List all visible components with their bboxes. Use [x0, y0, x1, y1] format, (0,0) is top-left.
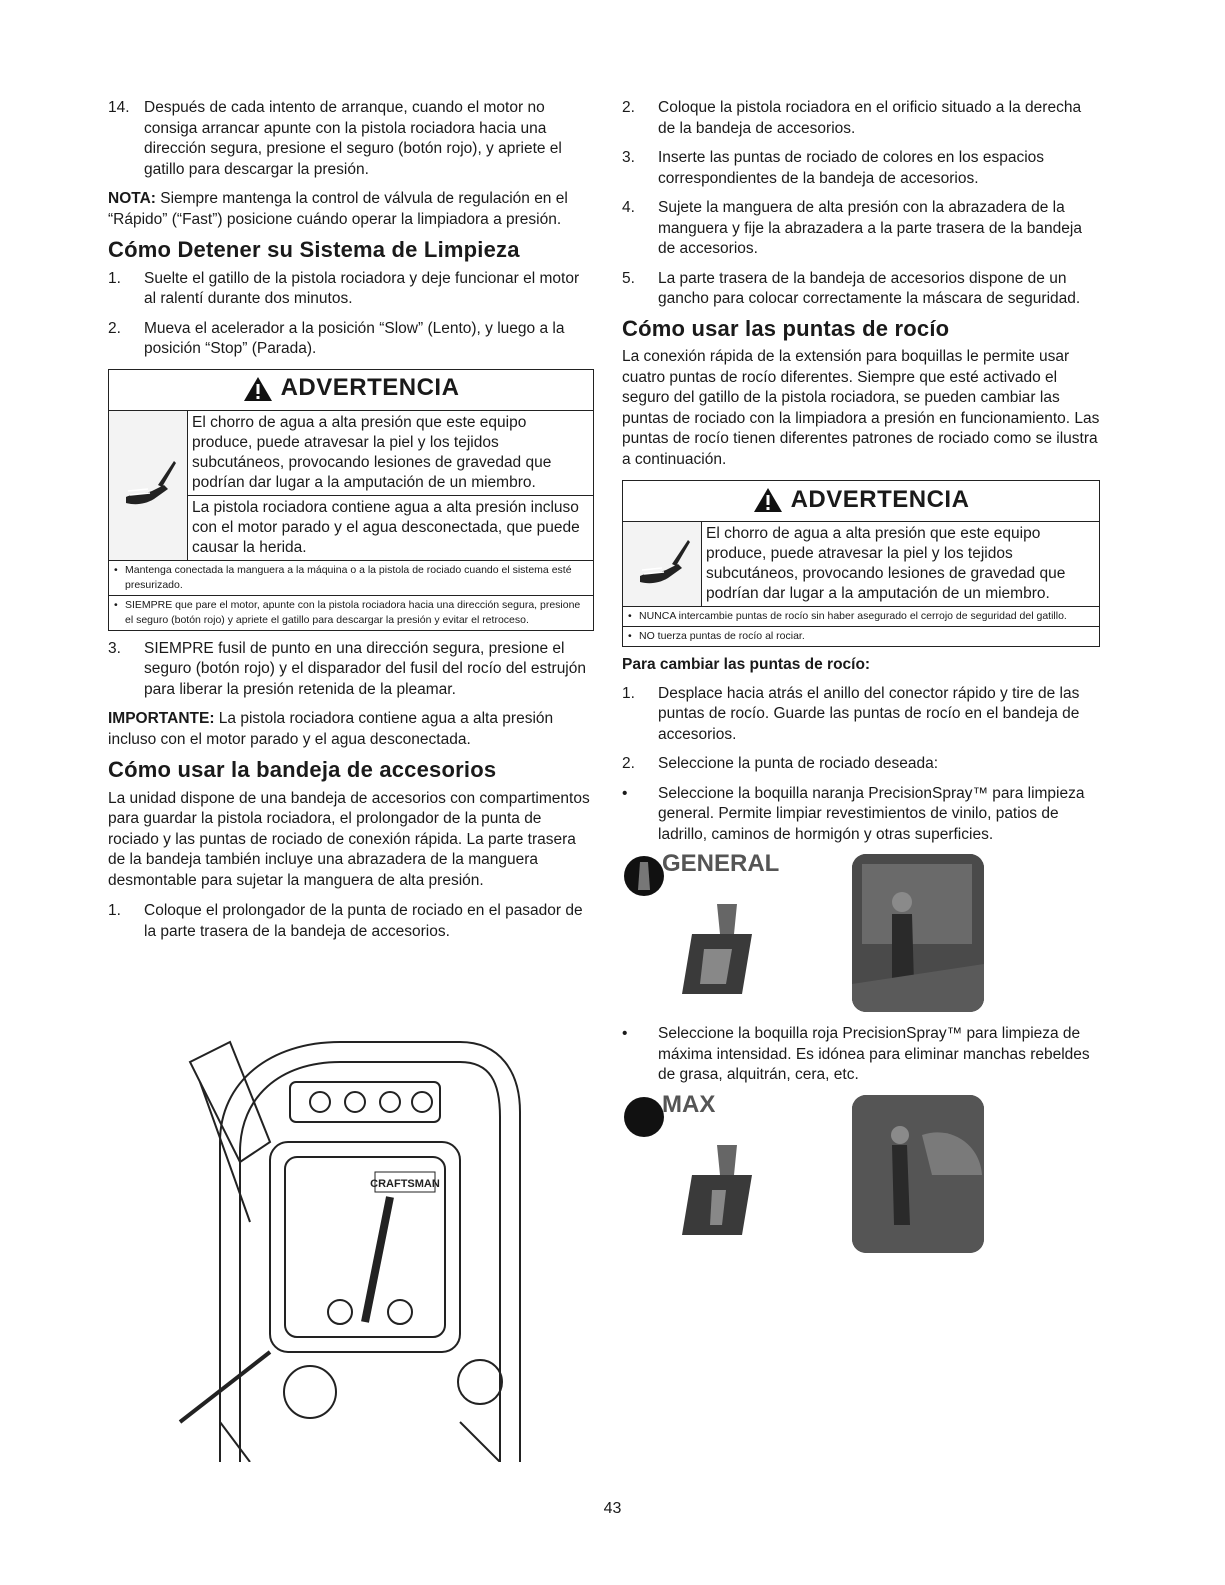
nozzle-max-row	[622, 1090, 1100, 1253]
list-item	[622, 754, 1100, 775]
note-paragraph	[108, 189, 594, 230]
warning-title	[623, 481, 1099, 522]
list-item	[622, 269, 1100, 310]
item-number: 4.	[622, 199, 635, 216]
item-text: Inserte las puntas de rociado de colores en los espacios correspondientes de la bandeja de accesorios.	[658, 149, 1045, 187]
item-text: Coloque la pistola rociadora en el orificio situado a la derecha de la bandeja de accesorios.	[658, 99, 1082, 137]
heading-spray-tips: Cómo usar las puntas de rocío	[622, 315, 950, 341]
nozzle-max	[622, 1090, 822, 1243]
bullet-item	[622, 784, 1100, 846]
list-item	[108, 98, 594, 180]
subheading-change-tips: Para cambiar las puntas de rocío:	[622, 656, 871, 673]
warning-text	[187, 411, 593, 560]
general-cleaning-photo	[852, 854, 984, 1012]
max-cleaning-photo	[852, 1095, 984, 1253]
warning-bullets	[623, 607, 1099, 646]
bullet-dot: •	[622, 784, 628, 802]
item-number: 5.	[622, 269, 635, 287]
item-text: Desplace hacia atrás el anillo del conector rápido y tire de las puntas de rocío. Guarde las puntas de rocío en el bandeja de accesorios.	[658, 684, 1080, 743]
item-text: Coloque el prolongador de la punta de rociado en el pasador de la parte trasera de la bandeja de accesorios.	[144, 902, 583, 940]
page-number: 43	[603, 1500, 622, 1517]
bullet-text: Seleccione la boquilla roja PrecisionSpray™ para limpieza de máxima intensidad. Es idónea para eliminar manchas rebeldes de grasa, alquitrán, cera, etc.	[658, 1025, 1090, 1083]
item-number: 2.	[622, 99, 635, 116]
bullet-dot: •	[622, 1025, 628, 1042]
warning-bullets	[109, 561, 593, 630]
item-number: 2.	[622, 755, 635, 772]
item-text: Mueva el acelerador a la posición “Slow” (Lento), y luego a la posición “Stop” (Parada).	[144, 319, 565, 357]
important-paragraph	[108, 709, 594, 750]
injection-hazard-icon	[109, 411, 187, 560]
list-item	[108, 319, 594, 360]
bullet-item	[622, 1024, 1100, 1086]
item-text: Suelte el gatillo de la pistola rociadora y deje funcionar el motor al ralentí durante dos minutos.	[144, 269, 580, 307]
warning-paragraph: La pistola rociadora contiene agua a alta presión incluso con el motor parado y el agua desconectada, que puede causar la herida.	[188, 495, 593, 560]
item-number: 2.	[108, 319, 121, 337]
item-text: SIEMPRE fusil de punto en una dirección segura, presione el seguro (botón rojo) y el disparador del fusil del rocío del estrujón para liberar la presión retenida de la pleamar.	[144, 639, 586, 698]
item-text: Sujete la manguera de alta presión con la abrazadera de la manguera y fije la abrazadera a la parte trasera de la bandeja de accesorios.	[658, 199, 1082, 257]
warning-box	[108, 369, 594, 631]
list-item	[622, 684, 1100, 746]
warning-triangle-icon	[753, 487, 783, 513]
nozzle-general	[622, 850, 822, 1002]
nozzle-general-row	[622, 850, 1100, 1012]
nozzle-label-max: MAX	[662, 1090, 716, 1118]
list-item	[108, 269, 594, 310]
item-number: 1.	[622, 684, 635, 702]
warning-triangle-icon	[243, 376, 273, 402]
warning-title	[109, 370, 593, 411]
warning-paragraph: El chorro de agua a alta presión que este equipo produce, puede atravesar la piel y los tejidos subcutáneos, provocando lesiones de gravedad que podrían dar lugar a la amputación de un miembro.	[706, 525, 1066, 602]
nozzle-label-general: GENERAL	[662, 850, 780, 877]
item-number: 1.	[108, 269, 121, 287]
list-item	[622, 98, 1100, 139]
important-lead: IMPORTANTE:	[108, 710, 215, 727]
list-item	[108, 901, 594, 942]
warning-body	[623, 522, 1099, 607]
note-lead: NOTA:	[108, 190, 156, 207]
left-column	[108, 98, 594, 951]
warning-body	[109, 411, 593, 561]
heading-stop-system: Cómo Detener su Sistema de Limpieza	[108, 237, 520, 262]
bullet-text: Seleccione la boquilla naranja PrecisionSpray™ para limpieza general. Permite limpiar revestimientos de vinilo, patios de ladrillo, caminos de hormigón y otras superficies.	[658, 784, 1085, 843]
warning-text	[701, 522, 1099, 606]
item-number: 14.	[108, 99, 130, 116]
warning-title-text: ADVERTENCIA	[790, 485, 970, 513]
important-text: La pistola rociadora contiene agua a alta presión incluso con el motor parado y el agua desconectada.	[108, 710, 554, 748]
warning-bullet: • NUNCA intercambie puntas de rocío sin haber asegurado el cerrojo de seguridad del gatillo.	[623, 607, 1099, 626]
list-item	[108, 639, 594, 701]
tray-paragraph: La unidad dispone de una bandeja de accesorios con compartimentos para guardar la pistola rociadora, el prolongador de la punta de rociado y las puntas de rociado de conexión rápida. La parte trasera de la bandeja también incluye una abrazadera de la manguera desmontable para sujetar la manguera de alta presión.	[108, 789, 590, 889]
note-text: Siempre mantenga la control de válvula de regulación en el “Rápido” (“Fast”) posicione cuándo operar la limpiadora a presión.	[108, 190, 568, 228]
warning-bullet: • NO tuerza puntas de rocío al rociar.	[623, 626, 1099, 646]
warning-paragraph: El chorro de agua a alta presión que este equipo produce, puede atravesar la piel y los tejidos subcutáneos, provocando lesiones de gravedad que podrían dar lugar a la amputación de un miembro.	[192, 413, 552, 491]
warning-bullet: • SIEMPRE que pare el motor, apunte con la pistola rociadora hacia una dirección segura, presione el seguro (botón rojo) y apriete el gatillo para descargar la presión y evitar el retroceso.	[109, 595, 593, 630]
item-text: La parte trasera de la bandeja de accesorios dispone de un gancho para colocar correctamente la máscara de seguridad.	[658, 269, 1081, 307]
item-number: 3.	[108, 639, 121, 657]
injection-hazard-icon	[623, 522, 701, 606]
item-text: Después de cada intento de arranque, cuando el motor no consiga arrancar apunte con la pistola rociadora hacia una dirección segura, presione el seguro (botón rojo), y apriete el gatillo para descargar la presión.	[144, 99, 562, 178]
item-text: Seleccione la punta de rociado deseada:	[658, 755, 939, 772]
max-nozzle-icon	[622, 1090, 822, 1243]
item-number: 1.	[108, 902, 121, 919]
item-number: 3.	[622, 149, 635, 166]
warning-bullet: • Mantenga conectada la manguera a la máquina o a la pistola de rociado cuando el sistema esté presurizado.	[109, 561, 593, 595]
heading-accessory-tray: Cómo usar la bandeja de accesorios	[108, 757, 497, 782]
warning-box	[622, 480, 1100, 647]
warning-title-text: ADVERTENCIA	[280, 374, 460, 402]
list-item	[622, 198, 1100, 260]
brand-label: CRAFTSMAN	[370, 1178, 440, 1190]
list-item	[622, 148, 1100, 189]
pressure-washer-illustration	[160, 1022, 550, 1462]
tips-paragraph: La conexión rápida de la extensión para boquillas le permite usar cuatro puntas de rocío diferentes. Siempre que esté activado el seguro del gatillo de la pistola rociadora, se pueden cambiar las puntas de rociado con la limpiadora a presión en funcionamiento. Las puntas de rocío tienen diferentes patrones de rociado como se ilustra a continuación.	[622, 348, 1100, 468]
right-column	[622, 98, 1100, 1265]
